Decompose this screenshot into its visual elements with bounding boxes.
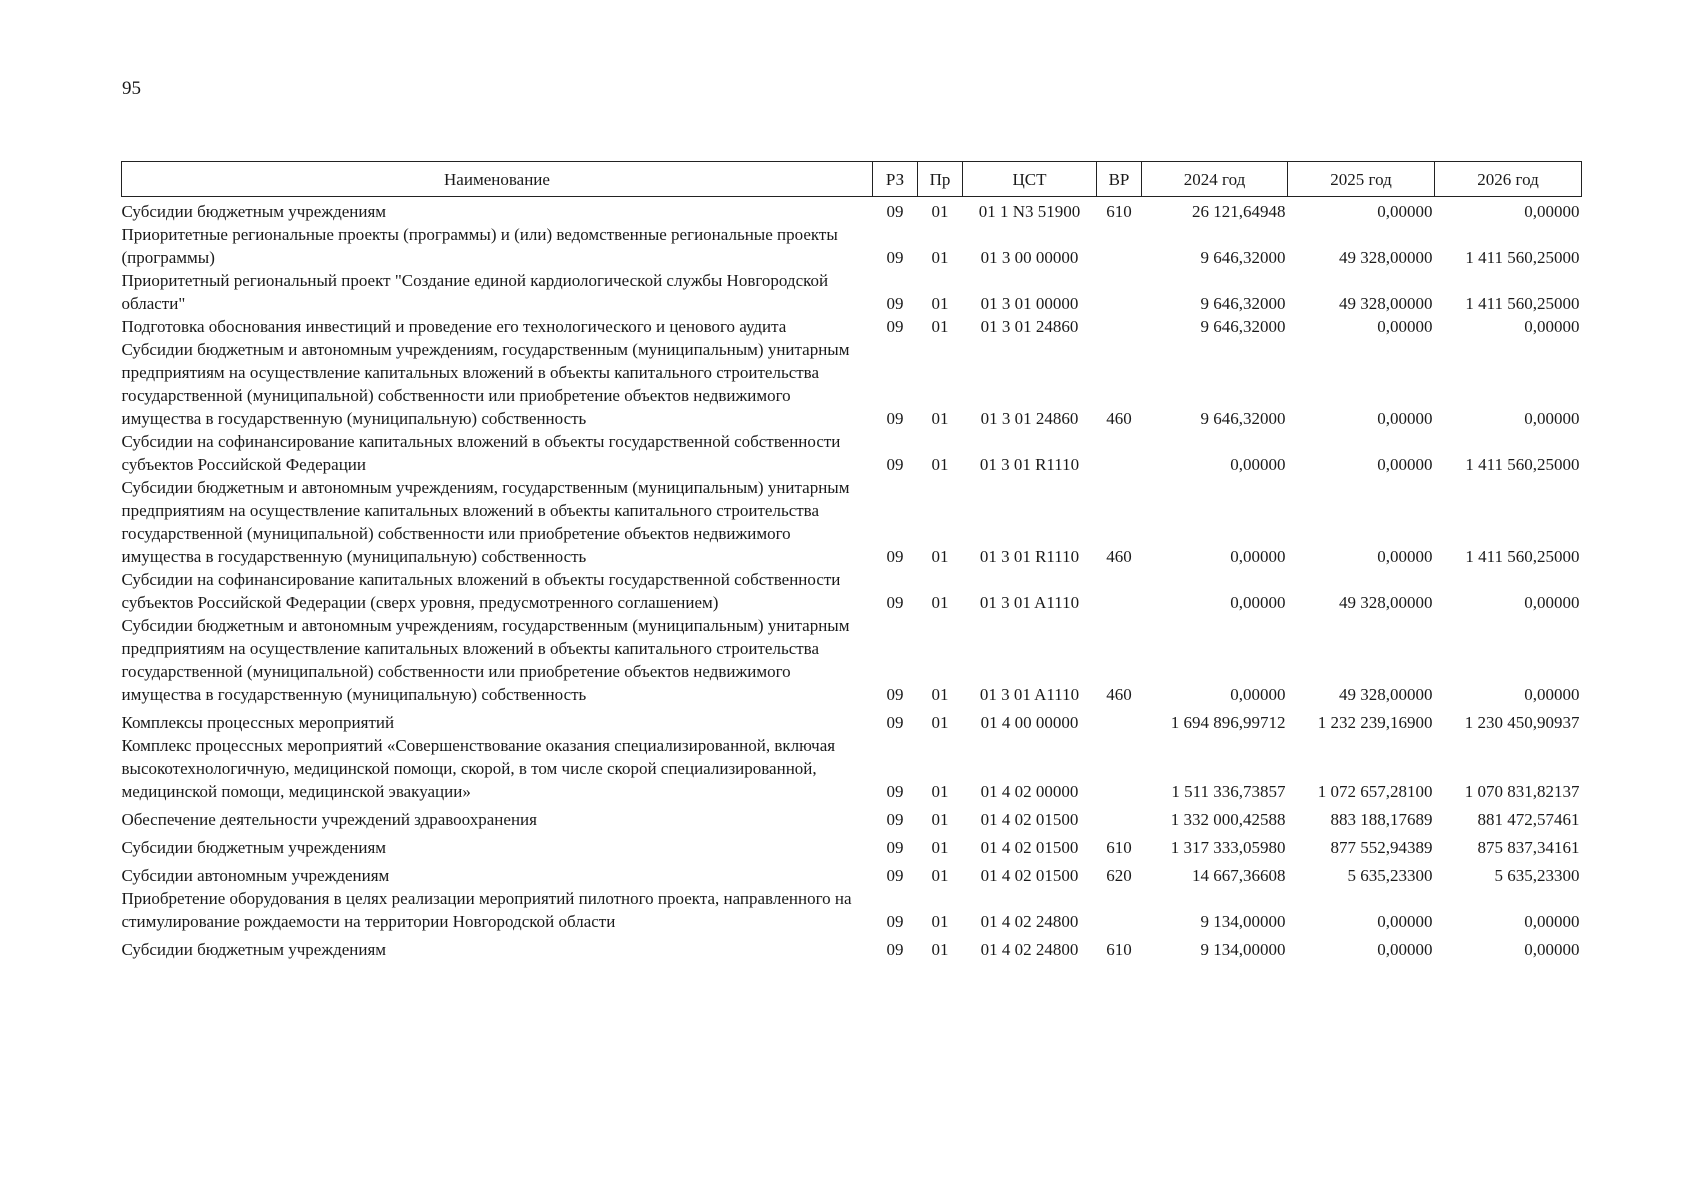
- row-2024: 0,00000: [1230, 547, 1286, 566]
- table-row: [122, 831, 1582, 859]
- row-2025: 5 635,23300: [1347, 866, 1433, 885]
- row-vr: 610: [1106, 940, 1132, 959]
- row-2025: 0,00000: [1377, 202, 1433, 221]
- row-cst: 01 1 N3 51900: [978, 202, 1081, 221]
- row-2024: 9 646,32000: [1200, 294, 1286, 313]
- row-vr: 610: [1106, 838, 1132, 857]
- row-2026: 1 070 831,82137: [1464, 782, 1580, 801]
- row-name: Приобретение оборудования в целях реализации мероприятий пилотного проекта, направленного на стимулирование рождаемости на территории Новгородской области: [121, 889, 852, 931]
- row-cst: 01 4 02 01500: [980, 810, 1079, 829]
- row-pr: 01: [931, 838, 949, 857]
- table-row: [122, 803, 1582, 831]
- row-2025: 49 328,00000: [1339, 294, 1433, 313]
- row-2026: 1 411 560,25000: [1465, 547, 1580, 566]
- row-rz: 09: [886, 455, 904, 474]
- row-cst: 01 3 01 R1110: [979, 455, 1080, 474]
- row-name: Субсидии бюджетным учреждениям: [121, 838, 387, 857]
- table-row: [122, 614, 1582, 706]
- row-pr: 01: [931, 455, 949, 474]
- row-2024: 26 121,64948: [1192, 202, 1286, 221]
- table-row: [122, 859, 1582, 887]
- row-2026: 0,00000: [1524, 317, 1580, 336]
- row-name: Субсидии бюджетным и автономным учреждениям, государственным (муниципальным) унитарным предприятиям на осуществление капитальных вложений в объекты капитального строительства государственной (муниципальной) собственности или приобретение объектов недвижимого имущества в государственную (муниципальную) собственность: [121, 478, 850, 566]
- row-rz: 09: [886, 317, 904, 336]
- row-rz: 09: [886, 838, 904, 857]
- header-vr: ВР: [1097, 162, 1142, 197]
- table-row: [122, 734, 1582, 803]
- row-2025: 49 328,00000: [1339, 685, 1433, 704]
- row-pr: 01: [931, 248, 949, 267]
- budget-table: [121, 161, 1582, 961]
- row-cst: 01 4 02 24800: [980, 940, 1079, 959]
- row-vr: [1097, 269, 1142, 315]
- row-2024: 1 511 336,73857: [1171, 782, 1286, 801]
- row-name: Комплекс процессных мероприятий «Совершенствование оказания специализированной, включая высокотехнологичную, медицинской помощи, скорой, в том числе скорой специализированной, медицинской помощи, медицинской эвакуации»: [121, 736, 836, 801]
- row-vr: [1097, 734, 1142, 803]
- row-cst: 01 4 02 01500: [980, 838, 1079, 857]
- table-header-row: [122, 162, 1582, 197]
- header-rz: РЗ: [873, 162, 918, 197]
- row-2024: 9 134,00000: [1200, 940, 1286, 959]
- row-rz: 09: [886, 294, 904, 313]
- row-2024: 1 332 000,42588: [1170, 810, 1286, 829]
- row-name: Субсидии бюджетным учреждениям: [121, 202, 387, 221]
- row-cst: 01 3 01 24860: [980, 409, 1079, 428]
- row-name: Подготовка обоснования инвестиций и проведение его технологического и ценового аудита: [121, 317, 787, 336]
- table-row: [122, 933, 1582, 961]
- row-2026: 875 837,34161: [1477, 838, 1580, 857]
- row-2025: 0,00000: [1377, 940, 1433, 959]
- row-2026: 0,00000: [1524, 202, 1580, 221]
- row-2024: 9 646,32000: [1200, 248, 1286, 267]
- row-rz: 09: [886, 782, 904, 801]
- row-2025: 877 552,94389: [1330, 838, 1433, 857]
- row-name: Обеспечение деятельности учреждений здравоохранения: [121, 810, 537, 829]
- row-cst: 01 3 01 A1110: [979, 685, 1080, 704]
- row-rz: 09: [886, 912, 904, 931]
- row-pr: 01: [931, 685, 949, 704]
- row-2025: 49 328,00000: [1339, 248, 1433, 267]
- row-rz: 09: [886, 713, 904, 732]
- row-pr: 01: [931, 317, 949, 336]
- row-name: Субсидии автономным учреждениям: [121, 866, 390, 885]
- row-cst: 01 4 02 01500: [980, 866, 1079, 885]
- row-pr: 01: [931, 782, 949, 801]
- row-rz: 09: [886, 547, 904, 566]
- row-2025: 0,00000: [1377, 409, 1433, 428]
- row-vr: [1097, 887, 1142, 933]
- row-2025: 883 188,17689: [1330, 810, 1433, 829]
- row-2025: 0,00000: [1377, 317, 1433, 336]
- row-rz: 09: [886, 248, 904, 267]
- table-row: [122, 706, 1582, 734]
- row-pr: 01: [931, 294, 949, 313]
- header-2026: 2026 год: [1435, 162, 1582, 197]
- row-rz: 09: [886, 409, 904, 428]
- row-pr: 01: [931, 202, 949, 221]
- table-row: [122, 197, 1582, 224]
- header-2025: 2025 год: [1288, 162, 1435, 197]
- row-pr: 01: [931, 810, 949, 829]
- table-row: [122, 568, 1582, 614]
- table-row: [122, 430, 1582, 476]
- row-2024: 9 646,32000: [1200, 317, 1286, 336]
- row-pr: 01: [931, 409, 949, 428]
- row-cst: 01 4 02 24800: [980, 912, 1079, 931]
- row-2025: 0,00000: [1377, 455, 1433, 474]
- row-vr: 460: [1106, 409, 1132, 428]
- row-cst: 01 4 00 00000: [980, 713, 1079, 732]
- row-vr: [1097, 430, 1142, 476]
- row-2024: 9 646,32000: [1200, 409, 1286, 428]
- row-vr: [1097, 315, 1142, 338]
- header-2024: 2024 год: [1142, 162, 1288, 197]
- page-number: 95: [122, 78, 141, 99]
- row-cst: 01 4 02 00000: [980, 782, 1079, 801]
- row-vr: 610: [1106, 202, 1132, 221]
- row-rz: 09: [886, 685, 904, 704]
- row-2026: 0,00000: [1524, 685, 1580, 704]
- row-2024: 9 134,00000: [1200, 912, 1286, 931]
- table-row: [122, 476, 1582, 568]
- row-2026: 1 411 560,25000: [1465, 294, 1580, 313]
- row-vr: [1097, 803, 1142, 831]
- row-rz: 09: [886, 940, 904, 959]
- row-2026: 0,00000: [1524, 940, 1580, 959]
- table-row: [122, 315, 1582, 338]
- row-2024: 0,00000: [1230, 593, 1286, 612]
- row-2025: 0,00000: [1377, 912, 1433, 931]
- header-cst: ЦСТ: [963, 162, 1097, 197]
- row-2025: 49 328,00000: [1339, 593, 1433, 612]
- row-cst: 01 3 01 R1110: [979, 547, 1080, 566]
- row-name: Субсидии бюджетным и автономным учреждениям, государственным (муниципальным) унитарным предприятиям на осуществление капитальных вложений в объекты капитального строительства государственной (муниципальной) собственности или приобретение объектов недвижимого имущества в государственную (муниципальную) собственность: [121, 616, 850, 704]
- row-rz: 09: [886, 202, 904, 221]
- row-vr: 620: [1106, 866, 1132, 885]
- row-name: Субсидии на софинансирование капитальных вложений в объекты государственной собственности субъектов Российской Федерации: [121, 432, 841, 474]
- row-name: Субсидии бюджетным учреждениям: [121, 940, 387, 959]
- row-pr: 01: [931, 593, 949, 612]
- row-2024: 0,00000: [1230, 685, 1286, 704]
- row-2026: 0,00000: [1524, 593, 1580, 612]
- row-pr: 01: [931, 866, 949, 885]
- row-vr: 460: [1106, 685, 1132, 704]
- row-2024: 1 317 333,05980: [1170, 838, 1286, 857]
- row-rz: 09: [886, 810, 904, 829]
- row-2026: 881 472,57461: [1477, 810, 1580, 829]
- row-2025: 0,00000: [1377, 547, 1433, 566]
- row-2026: 0,00000: [1524, 409, 1580, 428]
- table-row: [122, 338, 1582, 430]
- row-name: Субсидии бюджетным и автономным учреждениям, государственным (муниципальным) унитарным предприятиям на осуществление капитальных вложений в объекты капитального строительства государственной (муниципальной) собственности или приобретение объектов недвижимого имущества в государственную (муниципальную) собственность: [121, 340, 850, 428]
- table-row: [122, 223, 1582, 269]
- row-2024: 0,00000: [1230, 455, 1286, 474]
- row-2026: 1 230 450,90937: [1464, 713, 1580, 732]
- row-vr: 460: [1106, 547, 1132, 566]
- row-name: Субсидии на софинансирование капитальных вложений в объекты государственной собственности субъектов Российской Федерации (сверх уровня, предусмотренного соглашением): [121, 570, 841, 612]
- row-name: Приоритетный региональный проект "Создание единой кардиологической службы Новгородской области": [121, 271, 829, 313]
- row-name: Комплексы процессных мероприятий: [121, 713, 395, 732]
- header-pr: Пр: [918, 162, 963, 197]
- row-name: Приоритетные региональные проекты (программы) и (или) ведомственные региональные проекты (программы): [121, 225, 838, 267]
- row-cst: 01 3 00 00000: [980, 248, 1079, 267]
- table-row: [122, 887, 1582, 933]
- row-pr: 01: [931, 912, 949, 931]
- row-2024: 14 667,36608: [1192, 866, 1286, 885]
- row-cst: 01 3 01 24860: [980, 317, 1079, 336]
- row-2025: 1 072 657,28100: [1317, 782, 1433, 801]
- row-2026: 0,00000: [1524, 912, 1580, 931]
- row-vr: [1097, 223, 1142, 269]
- table-row: [122, 269, 1582, 315]
- row-vr: [1097, 568, 1142, 614]
- row-2026: 1 411 560,25000: [1465, 248, 1580, 267]
- row-pr: 01: [931, 940, 949, 959]
- row-2024: 1 694 896,99712: [1170, 713, 1286, 732]
- row-rz: 09: [886, 866, 904, 885]
- row-2026: 1 411 560,25000: [1465, 455, 1580, 474]
- table-body: [122, 197, 1582, 962]
- row-vr: [1097, 706, 1142, 734]
- row-pr: 01: [931, 547, 949, 566]
- row-cst: 01 3 01 00000: [980, 294, 1079, 313]
- row-2025: 1 232 239,16900: [1317, 713, 1433, 732]
- header-name: Наименование: [122, 162, 873, 197]
- row-pr: 01: [931, 713, 949, 732]
- row-cst: 01 3 01 A1110: [979, 593, 1080, 612]
- row-rz: 09: [886, 593, 904, 612]
- row-2026: 5 635,23300: [1494, 866, 1580, 885]
